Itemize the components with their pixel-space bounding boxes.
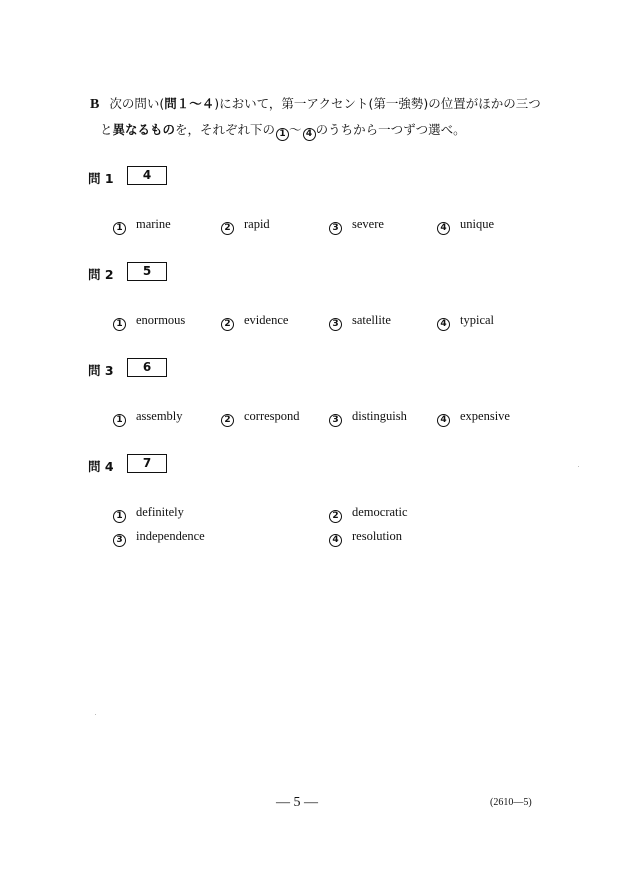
instruction-emphasis: 異なるもの — [112, 122, 176, 137]
instruction-text: 次の問い( — [109, 96, 165, 111]
choice-word: severe — [352, 217, 384, 231]
choice-option[interactable] — [437, 216, 494, 235]
document-code: (2610—5) — [490, 797, 532, 808]
choice-option[interactable] — [329, 408, 407, 427]
choice-number-icon: 2 — [221, 318, 234, 331]
choice-word: typical — [460, 313, 495, 327]
choice-word: distinguish — [352, 409, 407, 423]
choice-option[interactable] — [329, 312, 391, 331]
circled-number-1: 1 — [276, 128, 289, 141]
choice-number-icon: 4 — [437, 318, 450, 331]
instruction-text: と — [100, 122, 113, 137]
page-number: — 5 — — [276, 795, 318, 810]
choice-word: marine — [136, 217, 171, 231]
answer-box[interactable]: 4 — [127, 166, 167, 185]
choice-option[interactable] — [221, 216, 270, 235]
choice-word: satellite — [352, 313, 391, 327]
choice-word: correspond — [244, 409, 300, 423]
choice-word: definitely — [136, 505, 184, 519]
answer-box[interactable]: 6 — [127, 358, 167, 377]
scan-speck — [95, 714, 96, 715]
choice-word: assembly — [136, 409, 183, 423]
choice-word: evidence — [244, 313, 289, 327]
choice-word: expensive — [460, 409, 510, 423]
choice-option[interactable] — [329, 504, 408, 523]
instruction-text: のうちから一つずつ選べ。 — [315, 122, 466, 137]
section-letter: B — [90, 97, 100, 112]
choice-number-icon: 4 — [437, 222, 450, 235]
question-label: 問 4 — [88, 459, 114, 474]
choice-word: independence — [136, 529, 205, 543]
instruction-text: を，それぞれ下の — [175, 122, 276, 137]
choice-option[interactable] — [113, 312, 185, 331]
choice-number-icon: 1 — [113, 510, 126, 523]
instruction-text: ～ — [289, 122, 302, 137]
instruction-line-2 — [100, 122, 466, 141]
choice-option[interactable] — [113, 216, 171, 235]
question-label: 問 2 — [88, 267, 114, 282]
choice-number-icon: 3 — [329, 414, 342, 427]
choice-option[interactable] — [437, 312, 494, 331]
choice-word: democratic — [352, 505, 408, 519]
choice-number-icon: 2 — [221, 222, 234, 235]
choice-word: unique — [460, 217, 495, 231]
choice-option[interactable] — [221, 408, 300, 427]
circled-number-4: 4 — [303, 128, 316, 141]
choice-number-icon: 3 — [329, 222, 342, 235]
choice-number-icon: 1 — [113, 318, 126, 331]
choice-option[interactable] — [113, 408, 183, 427]
choice-number-icon: 1 — [113, 414, 126, 427]
choice-option[interactable] — [113, 504, 184, 523]
choice-word: resolution — [352, 529, 402, 543]
choice-number-icon: 1 — [113, 222, 126, 235]
choice-option[interactable] — [329, 216, 384, 235]
choice-option[interactable] — [221, 312, 288, 331]
answer-box[interactable]: 5 — [127, 262, 167, 281]
scan-speck — [578, 466, 579, 467]
choice-word: enormous — [136, 313, 186, 327]
choice-number-icon: 2 — [329, 510, 342, 523]
question-label: 問 3 — [88, 363, 114, 378]
choice-number-icon: 2 — [221, 414, 234, 427]
choice-number-icon: 4 — [437, 414, 450, 427]
choice-number-icon: 4 — [329, 534, 342, 547]
choice-option[interactable] — [113, 528, 205, 547]
instruction-line-1 — [90, 96, 541, 113]
choice-number-icon: 3 — [329, 318, 342, 331]
instruction-text: )において，第一アクセント(第一強勢)の位置がほかの三つ — [214, 96, 541, 111]
choice-word: rapid — [244, 217, 270, 231]
instruction-question-range: 問１～４ — [164, 96, 215, 111]
answer-box[interactable]: 7 — [127, 454, 167, 473]
choice-option[interactable] — [329, 528, 402, 547]
question-label: 問 1 — [88, 171, 114, 186]
choice-number-icon: 3 — [113, 534, 126, 547]
choice-option[interactable] — [437, 408, 510, 427]
